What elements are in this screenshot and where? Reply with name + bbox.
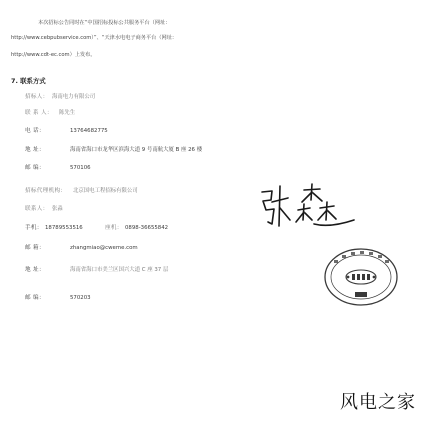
tenderer-address-label: 地 址： [25,147,45,153]
tenderer-address: 海南省海口市龙华区滨海大道 9 号南航大厦 B 座 26 楼 [70,147,203,153]
intro-line-3: http://www.cdt-ec.com）上发布。 [11,52,96,58]
agency-phone: 18789553516 [45,225,83,231]
agency-phone-label: 手机： [25,225,43,231]
agency-label: 招标代理机构： [25,188,67,194]
agency-fax: 0898-36655842 [125,225,169,231]
signature-image [258,180,358,232]
tenderer-postcode-label: 邮 编： [25,165,45,171]
tenderer-name: 海南电力有限公司 [52,94,96,100]
company-seal-image [322,246,400,308]
agency-address-label: 地 址： [25,267,45,273]
tenderer-contact: 陈先生 [59,110,76,116]
agency-contact-label: 联系人： [25,206,49,212]
watermark-logo: 风电之家 [340,392,416,413]
tenderer-phone: 13764682775 [70,128,108,134]
agency-address: 海南省海口市美兰区国兴大道 C 座 37 层 [70,267,169,273]
agency-postcode-label: 邮 编： [25,295,45,301]
tenderer-label: 招标人： [25,94,49,100]
tenderer-phone-label: 电 话： [25,128,45,134]
tenderer-contact-label: 联 系 人： [25,110,53,116]
section-title: 7. 联系方式 [11,77,46,85]
agency-postcode: 570203 [70,295,91,301]
agency-name: 北京国电工程招标有限公司 [73,188,138,194]
agency-contact: 张淼 [52,206,63,212]
tenderer-postcode: 570106 [70,165,91,171]
agency-fax-label: 座机： [105,225,123,231]
intro-line-1: 本次招标公告同时在“中国招标投标公共服务平台（网址： [38,20,171,26]
agency-email-label: 邮 箱： [25,245,45,251]
intro-line-2: http://www.cebpubservice.com）”、“天津水电电子商务平台（网址： [11,35,178,41]
agency-email: zhangmiao@cweme.com [70,245,138,251]
